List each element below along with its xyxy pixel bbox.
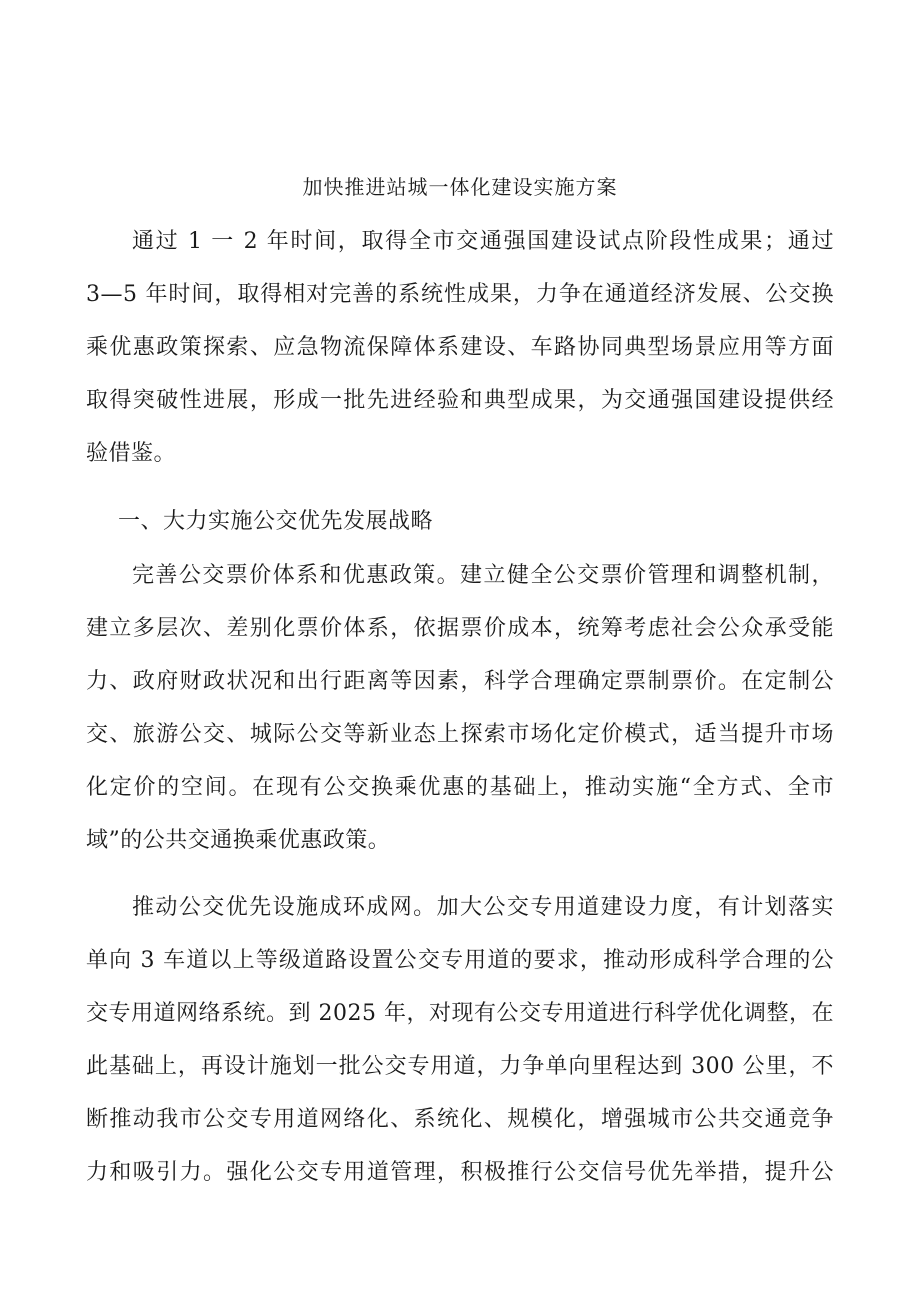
paragraph1-line-1: 完善公交票价体系和优惠政策。建立健全公交票价管理和调整机制，	[132, 563, 834, 588]
paragraph1-line-3: 力、政府财政状况和出行距离等因素，科学合理确定票制票价。在定制公	[86, 669, 834, 694]
paragraph1-line-5: 化定价的空间。在现有公交换乘优惠的基础上，推动实施“全方式、全市	[86, 775, 834, 800]
paragraph2-line-6: 力和吸引力。强化公交专用道管理，积极推行公交信号优先举措，提升公	[86, 1160, 834, 1185]
paragraph1-line-4: 交、旅游公交、城际公交等新业态上探索市场化定价模式，适当提升市场	[86, 722, 834, 747]
intro-line-1: 通过 1 一 2 年时间，取得全市交通强国建设试点阶段性成果；通过	[132, 229, 834, 254]
section-heading: 一、大力实施公交优先发展战略	[118, 509, 434, 534]
intro-line-2: 3—5 年时间，取得相对完善的系统性成果，力争在通道经济发展、公交换	[86, 282, 834, 307]
paragraph2-line-4: 此基础上，再设计施划一批公交专用道，力争单向里程达到 300 公里，不	[86, 1054, 834, 1079]
paragraph2-line-3: 交专用道网络系统。到 2025 年，对现有公交专用道进行科学优化调整，在	[86, 1001, 834, 1026]
paragraph1-line-6: 域”的公共交通换乘优惠政策。	[86, 828, 391, 853]
document-title: 加快推进站城一体化建设实施方案	[302, 175, 618, 199]
paragraph2-line-2: 单向 3 车道以上等级道路设置公交专用道的要求，推动形成科学合理的公	[86, 948, 834, 973]
intro-line-5: 验借鉴。	[86, 441, 177, 466]
paragraph2-line-5: 断推动我市公交专用道网络化、系统化、规模化，增强城市公共交通竞争	[86, 1107, 834, 1132]
paragraph2-line-1: 推动公交优先设施成环成网。加大公交专用道建设力度，有计划落实	[132, 895, 834, 920]
intro-line-3: 乘优惠政策探索、应急物流保障体系建设、车路协同典型场景应用等方面	[86, 335, 834, 360]
intro-line-4: 取得突破性进展，形成一批先进经验和典型成果，为交通强国建设提供经	[86, 388, 834, 413]
paragraph1-line-2: 建立多层次、差别化票价体系，依据票价成本，统筹考虑社会公众承受能	[86, 616, 834, 641]
